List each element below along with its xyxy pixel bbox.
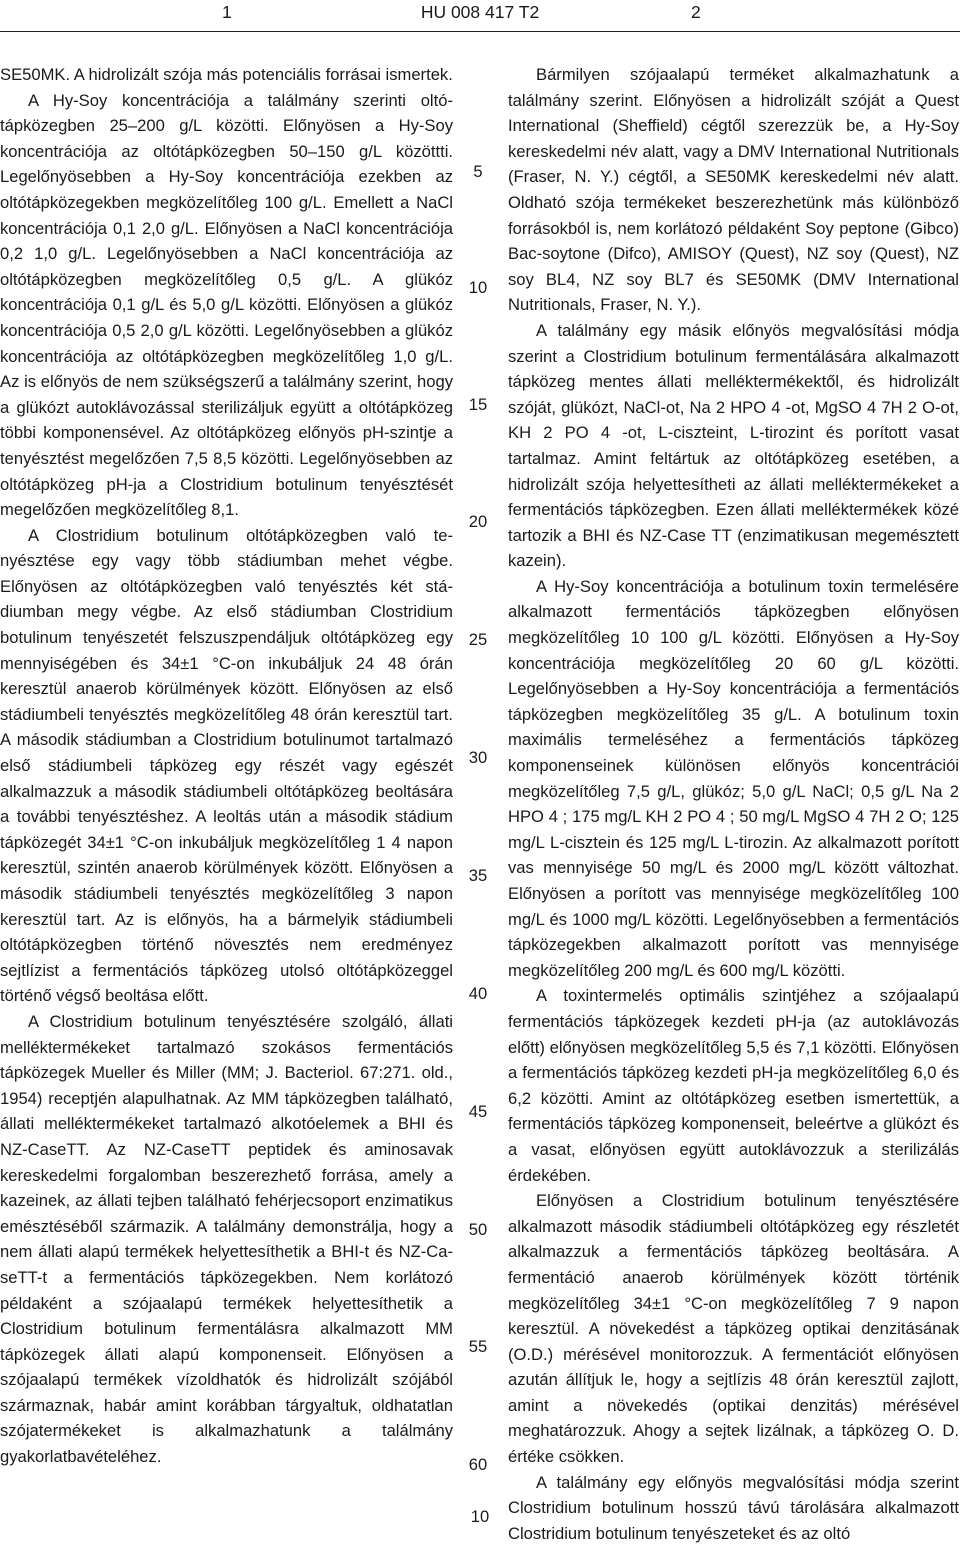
header-page-right: 2 <box>691 2 701 22</box>
paragraph: A Clostridium botulinum tenyésztésére szolgáló, állati melléktermékeket tartalmazó szokásos fermentációs tápközegek Mueller és Miller (MM; J. Bacteriol. 67:271. old., 1954) receptjén alapulhatnak. Az MM tápközegben található, állati melléktermékeket tartalmazó alkotóelemek a BHI és NZ-CaseTT. Az NZ-CaseTT peptidek és aminosavak kereskedelmi forgalomban beszerezhető forrása, amely a kazeinek, az állati tejben található fehérjecsoport enzimatikus emésztéséből származik. A találmány demonstrálja, hogy a nem állati alapú termékek helyettesíthetik a BHI-t és NZ-CaseTT-t a fermentációs tápközegekben. Nem korlátozó példaként a szójaalapú termékek helyettesíthetik a Clostridium botulinum fermentálásra alkalmazott MM tápközegek állati alapú komponenseit. Előnyösen a szójaalapú termékek vízoldhatók és hidrolizált szójából származnak, habár amint korábban tárgyaltuk, oldhatatlan szójatermékeket is alkalmazhatunk a találmány gyakorlatbavételéhez. <box>0 1011 453 1467</box>
paragraph: A toxintermelés optimális szintjéhez a szójaalapú fermentációs tápközegek kezdeti pH-ja (az autoklávozás előtt) előnyösen megközelítőleg 5,5 és 7,1 közötti. Előnyösen a fermentációs tápközeg kezdeti pH-ja megközelítőleg 6,0 és 6,2 közötti. Amint az oltótápközeg esetben ismertettük, a fermentációs tápközeg komponenseit, beleértve a glükózt és a vasat, előnyösen együtt autoklávozzuk a sterilizálás érdekében. <box>508 986 959 1185</box>
line-number: 35 <box>468 866 488 885</box>
line-number: 55 <box>468 1337 488 1356</box>
line-number: 10 <box>468 278 488 297</box>
paragraph: A Hy-Soy koncentrációja a találmány szerinti oltótápközegben 25–200 g/L közötti. Előnyösen a Hy-Soy koncentrációja az oltótápközegben 50–150 g/L közöttti. Legelőnyösebben a Hy-Soy koncentrációja ezekben az oltótápközegekben megközelítőleg 100 g/L. Emellett a NaCl koncentrációja 0,1 2,0 g/L. Előnyösen a NaCl koncentrációja 0,2 1,0 g/L. Legelőnyösebben a NaCl koncentrációja az oltótápközegben megközelítőleg 0,5 g/L. A glükóz koncentrációja 0,1 g/L és 5,0 g/L közötti. Előnyösen a glükóz koncentrációja 0,5 2,0 g/L közötti. Legelőnyösebben a glükóz koncentrációja az oltótápközegben megközelítőleg 1,0 g/L. Az is előnyös de nem szükségszerű a találmány szerint, hogy a glükózt autoklávozással sterilizáljuk együtt a oltótápközeg többi komponensével. Az oltótápközeg előnyös pH-szintje a tenyésztést megelőzően 7,5 8,5 közötti. Legelőnyösebben az oltótápközeg pH-ja a Clostridium botulinum tenyésztését megelőzően megközelítőleg 8,1. <box>0 90 453 520</box>
line-number: 25 <box>468 630 488 649</box>
line-number: 45 <box>468 1102 488 1121</box>
paragraph: A találmány egy másik előnyös megvalósítási módja szerint a Clostridium botulinum fermentálására alkalmazott tápközeg mentes állati melléktermékektől, és hidrolizált szóját, glükózt, NaCl-ot, Na 2 HPO 4 -ot, MgSO 4 7H 2 O-ot, KH 2 PO 4 -ot, L-ciszteint, L-tirozint és porított vasat tartalmaz. Amint feltártuk az oltótápközeg esetében, a hidrolizált szója helyettesítheti az állati melléktermékeket a fermentációs tápközegben. Ezen állati melléktermékek közé tartozik a BHI és NZ-Case TT (enzimatikusan megemésztett kazein). <box>508 320 959 571</box>
paragraph: A találmány egy előnyös megvalósítási módja szerint Clostridium botulinum hosszú távú tárolására alkalmazott Clostridium botulinum tenyészeteket és az oltó <box>508 1472 959 1543</box>
paragraph: Bármilyen szójaalapú terméket alkalmazhatunk a találmány szerint. Előnyösen a hidrolizált szóját a Quest International (Sheffield) cégtől szerezzük be, a Hy-Soy kereskedelmi név alatt, vagy a DMV International Nutritionals (Fraser, N. Y.) cégtől, a SE50MK kereskedelmi név alatt. Oldható szója termékeket beszerezhetünk más különböző forrásokból is, nem korlátozó példaként Soy peptone (Gibco) Bac-soytone (Difco), AMISOY (Quest), NZ soy (Quest), NZ soy BL4, NZ soy BL7 és SE50MK (DMV International Nutritionals, Fraser, N. Y.). <box>508 65 959 315</box>
line-number: 60 <box>468 1455 488 1474</box>
line-number: 20 <box>468 512 488 531</box>
line-number: 40 <box>468 984 488 1003</box>
header-rule <box>0 31 960 32</box>
right-column <box>508 62 959 1546</box>
paragraph: Előnyösen a Clostridium botulinum tenyésztésére alkalmazott második stádiumbeli oltótápközeg egy részletét alkalmazzuk a fermentációs tápközeg beoltására. A fermentáció anaerob körülmények között történik megközelítőleg 34±1 °C-on megközelítőleg 7 9 napon keresztül. A növekedést a tápközeg optikai denzitásának (O.D.) mérésével monitorozzuk. A fermentációt előnyösen azután állítjuk le, hogy a sejtlízis 48 órán keresztül zajlott, amint a növekedés (optikai denzitás) mérésével meghatározzuk. Ahogy a sejtek lizálnak, a tápközeg O. D. értéke csökken. <box>508 1191 959 1467</box>
paragraph: A Hy-Soy koncentrációja a botulinum toxin termelésére alkalmazott fermentációs tápközegben előnyösen megközelítőleg 10 100 g/L közötti. Előnyösen a Hy-Soy koncentrációja megközelítőleg 20 60 g/L közötti. Legelőnyösebben a Hy-Soy koncentrációja a fermentációs tápközegben megközelítőleg 35 g/L. A botulinum toxin maximális termeléséhez a fermentációs tápközeg komponenseinek különösen előnyös koncentrációi megközelítőleg 7,5 g/L, glükóz; 5,0 g/L NaCl; 0,5 g/L Na 2 HPO 4 ; 175 mg/L KH 2 PO 4 ; 50 mg/L MgSO 4 7H 2 O; 125 mg/L L-cisztein és 125 mg/L L-tirozin. Az alkalmazott porított vas mennyisége 50 mg/L és 2000 mg/L között változhat. Előnyösen a porított vas mennyisége megközelítőleg 100 mg/L és 1000 mg/L közötti. Legelőnyösebben a fermentációs tápközegekben alkalmazott porított vas mennyisége megközelítőleg 200 mg/L és 600 mg/L közötti. <box>508 576 959 980</box>
paragraph: SE50MK. A hidrolizált szója más potenciális forrásai ismertek. <box>0 65 453 84</box>
paragraph: A Clostridium botulinum oltótápközegben való tenyésztése egy vagy több stádiumban mehet végbe. Előnyösen az oltótápközegben való tenyésztés két stádiumban megy végbe. Az első stádiumban Clostridium botulinum tenyészetét felszuszpendáljuk oltótápközeg egy mennyiségében és 34±1 °C-on inkubáljuk 24 48 órán keresztül anaerob körülmények között. Előnyösen az első stádiumbeli tenyésztés megközelítőleg 48 órán keresztül tart. A második stádiumban a Clostridium botulinumot tartalmazó első stádiumbeli tápközeg egy részét vagy egészét alkalmazzuk a második stádiumbeli oltótápközeg beoltására a további tenyésztéshez. A leoltás után a második stádium tápközegét 34±1 °C-on inkubáljuk megközelítőleg 1 4 napon keresztül, szintén anaerob körülmények között. Előnyösen a második stádiumbeli tenyésztés megközelítőleg 3 napon keresztül tart. Az is előnyös, ha a bármelyik stádiumbeli oltótápközegben történő növesztés nem eredményez sejtlízist a fermentációs tápközeg utolsó oltótápközeggel történő végső beoltása előtt. <box>0 525 453 1006</box>
page-number: 10 <box>470 1507 490 1526</box>
header-page-left: 1 <box>222 2 232 22</box>
line-number: 30 <box>468 748 488 767</box>
left-column <box>0 62 453 1470</box>
line-number: 50 <box>468 1220 488 1239</box>
page-header <box>0 0 960 40</box>
line-number: 5 <box>473 162 483 181</box>
header-patent-id: HU 008 417 T2 <box>420 2 540 22</box>
line-number: 15 <box>468 395 488 414</box>
